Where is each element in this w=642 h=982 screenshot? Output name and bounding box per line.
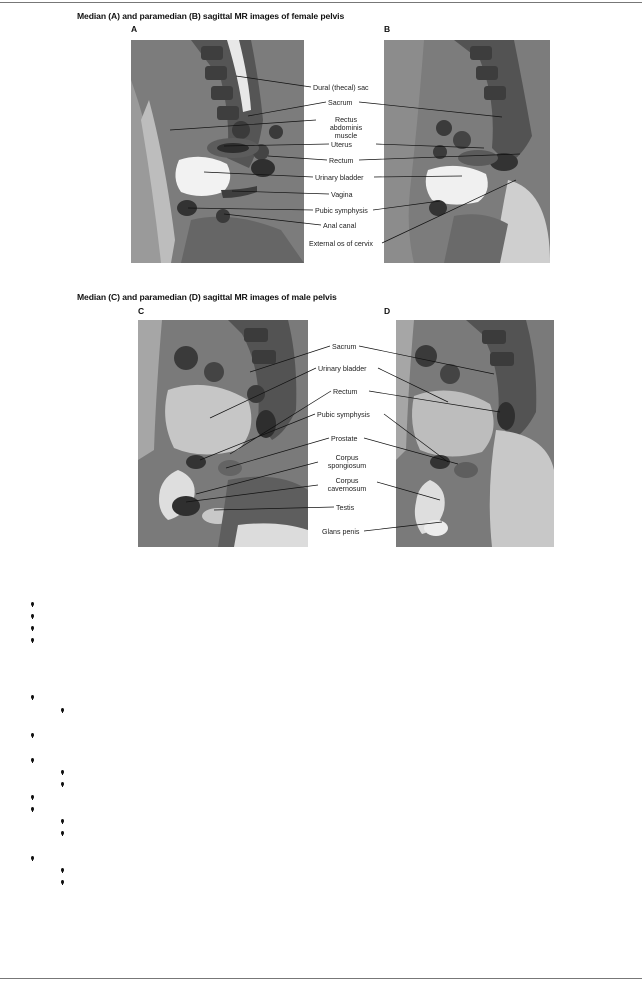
label-rectum-female: Rectum — [329, 157, 354, 165]
bullet-marker-sub — [61, 770, 64, 774]
label-urinary-bladder-female: Urinary bladder — [315, 174, 364, 182]
bullet-marker — [31, 856, 34, 860]
female-figure-title: Median (A) and paramedian (B) sagittal MR images of female pelvis — [77, 11, 345, 21]
bullet-marker-sub — [61, 708, 64, 712]
bullet-marker — [31, 807, 34, 811]
label-anal-canal: Anal canal — [323, 222, 357, 230]
bullet-marker — [31, 626, 34, 630]
label-pubic-symphysis-female: Pubic symphysis — [315, 207, 368, 215]
label-rectus-abdominis: Rectus abdominis muscle — [317, 116, 375, 140]
bullet-marker-sub — [61, 782, 64, 786]
bullet-marker — [31, 638, 34, 642]
male-figure-title: Median (C) and paramedian (D) sagittal MR images of male pelvis — [77, 292, 337, 302]
label-dural-sac: Dural (thecal) sac — [313, 84, 369, 92]
label-prostate: Prostate — [331, 435, 358, 443]
bullet-marker — [31, 614, 34, 618]
label-rectum-male: Rectum — [333, 388, 358, 396]
bullet-marker — [31, 695, 34, 699]
mr-image-male-paramedian — [396, 320, 554, 547]
label-corpus-spongiosum: Corpus spongiosum — [318, 454, 376, 470]
label-urinary-bladder-male: Urinary bladder — [318, 365, 367, 373]
bottom-rule — [0, 978, 642, 979]
panel-letter-c: C — [138, 306, 145, 316]
label-testis: Testis — [336, 504, 355, 512]
bullet-marker — [31, 733, 34, 737]
bullet-marker — [31, 795, 34, 799]
top-rule — [0, 2, 642, 3]
bullet-marker-sub — [61, 868, 64, 872]
mr-image-female-paramedian — [384, 40, 550, 263]
label-sacrum-female: Sacrum — [328, 99, 353, 107]
bullet-marker — [31, 602, 34, 606]
label-vagina: Vagina — [331, 191, 353, 199]
mr-image-male-median — [138, 320, 308, 547]
panel-letter-a: A — [131, 24, 138, 34]
panel-letter-b: B — [384, 24, 391, 34]
bullet-marker-sub — [61, 880, 64, 884]
bullet-marker-sub — [61, 831, 64, 835]
bullet-marker-sub — [61, 819, 64, 823]
label-corpus-cavernosum: Corpus cavernosum — [318, 477, 376, 493]
label-external-os-cervix: External os of cervix — [309, 240, 373, 248]
label-glans-penis: Glans penis — [322, 528, 360, 536]
label-pubic-symphysis-male: Pubic symphysis — [317, 411, 370, 419]
mr-image-female-median — [131, 40, 304, 263]
panel-letter-d: D — [384, 306, 391, 316]
bullet-marker — [31, 758, 34, 762]
label-sacrum-male: Sacrum — [332, 343, 357, 351]
label-uterus: Uterus — [331, 141, 352, 149]
